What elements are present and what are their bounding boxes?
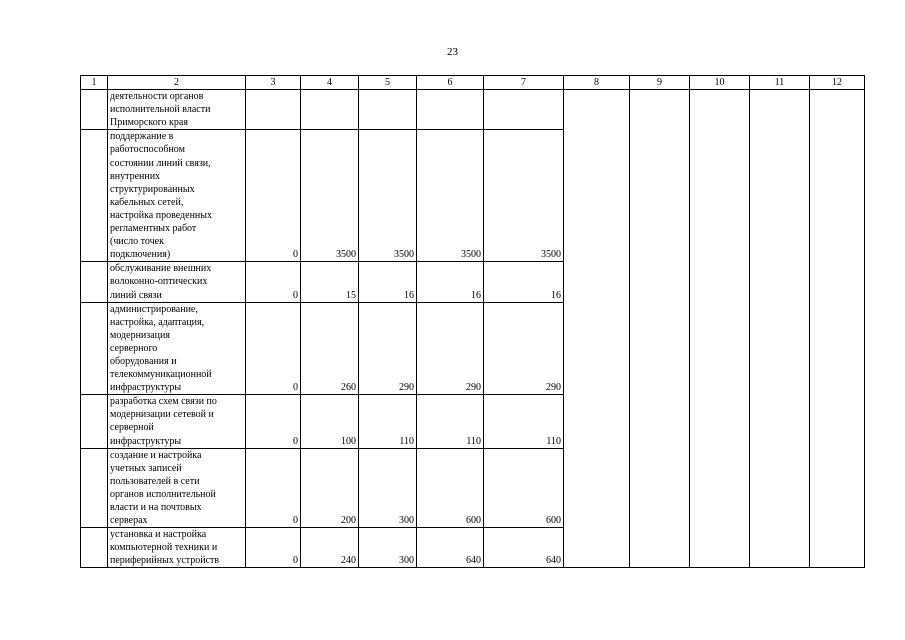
row-number-cell bbox=[81, 262, 108, 302]
description-cell bbox=[108, 90, 246, 130]
description-line: периферийных устройств bbox=[110, 555, 220, 567]
description-line: волоконно-оптических bbox=[110, 276, 208, 288]
column-header: 2 bbox=[108, 76, 246, 90]
value-cell-c4 bbox=[301, 90, 359, 130]
column-header: 1 bbox=[81, 76, 108, 90]
value-cell-c7: 16 bbox=[484, 262, 564, 302]
column-header: 8 bbox=[564, 76, 630, 90]
row-number-cell bbox=[81, 130, 108, 262]
description-line: поддержание в bbox=[110, 131, 174, 143]
column-header: 11 bbox=[750, 76, 810, 90]
description-line: регламентных работ bbox=[110, 223, 197, 235]
description-cell bbox=[108, 395, 246, 448]
empty-cell-col-8 bbox=[564, 90, 630, 568]
header-row bbox=[81, 76, 865, 90]
value-cell-c6: 16 bbox=[417, 262, 484, 302]
description-line: структурированных bbox=[110, 183, 195, 195]
empty-cell-col-12 bbox=[810, 90, 865, 568]
column-header: 7 bbox=[484, 76, 564, 90]
description-line: органов исполнительной bbox=[110, 488, 216, 500]
column-header: 9 bbox=[630, 76, 690, 90]
description-cell bbox=[108, 448, 246, 528]
description-line: настройка проведенных bbox=[110, 209, 212, 221]
value-cell-c3: 0 bbox=[246, 130, 301, 262]
description-line: модернизация bbox=[110, 329, 170, 341]
value-cell-c3: 0 bbox=[246, 395, 301, 448]
description-cell bbox=[108, 130, 246, 262]
value-cell-c4: 260 bbox=[301, 302, 359, 395]
description-line: создание и настройка bbox=[110, 449, 202, 461]
value-cell-c5: 300 bbox=[359, 448, 417, 528]
description-line: линий связи bbox=[110, 289, 162, 301]
value-cell-c5: 16 bbox=[359, 262, 417, 302]
value-cell-c7: 290 bbox=[484, 302, 564, 395]
value-cell-c4: 3500 bbox=[301, 130, 359, 262]
description-line: кабельных сетей, bbox=[110, 196, 184, 208]
value-cell-c6: 600 bbox=[417, 448, 484, 528]
description-line: разработка схем связи по bbox=[110, 396, 217, 408]
value-cell-c4: 200 bbox=[301, 448, 359, 528]
value-cell-c6: 290 bbox=[417, 302, 484, 395]
description-line: обслуживание внешних bbox=[110, 263, 212, 275]
description-cell bbox=[108, 262, 246, 302]
value-cell-c5: 290 bbox=[359, 302, 417, 395]
column-header: 6 bbox=[417, 76, 484, 90]
value-cell-c5: 300 bbox=[359, 528, 417, 568]
value-cell-c7 bbox=[484, 90, 564, 130]
description-cell bbox=[108, 528, 246, 568]
row-number-cell bbox=[81, 90, 108, 130]
value-cell-c7: 3500 bbox=[484, 130, 564, 262]
description-line: оборудования и bbox=[110, 355, 177, 367]
value-cell-c5: 110 bbox=[359, 395, 417, 448]
description-line: настройка, адаптация, bbox=[110, 316, 205, 328]
description-line: установка и настройка bbox=[110, 529, 207, 541]
value-cell-c6 bbox=[417, 90, 484, 130]
description-line: власти и на почтовых bbox=[110, 502, 202, 513]
description-line: Приморского края bbox=[110, 117, 188, 129]
description-line: серверного bbox=[110, 342, 158, 354]
description-line: серверах bbox=[110, 515, 148, 527]
description-cell bbox=[108, 302, 246, 395]
value-cell-c5: 3500 bbox=[359, 130, 417, 262]
empty-cell-col-11 bbox=[750, 90, 810, 568]
value-cell-c3: 0 bbox=[246, 448, 301, 528]
description-line: пользователей в сети bbox=[110, 475, 200, 487]
value-cell-c6: 3500 bbox=[417, 130, 484, 262]
description-line: деятельности органов bbox=[110, 91, 204, 103]
description-line: подключения) bbox=[110, 249, 171, 261]
description-line: серверной bbox=[110, 422, 154, 434]
column-header: 10 bbox=[690, 76, 750, 90]
value-cell-c6: 640 bbox=[417, 528, 484, 568]
value-cell-c6: 110 bbox=[417, 395, 484, 448]
value-cell-c3 bbox=[246, 90, 301, 130]
description-line: состоянии линий связи, bbox=[110, 157, 211, 169]
value-cell-c5 bbox=[359, 90, 417, 130]
table-row bbox=[81, 90, 865, 130]
column-header: 5 bbox=[359, 76, 417, 90]
description-line: компьютерной техники и bbox=[110, 542, 218, 554]
value-cell-c3: 0 bbox=[246, 528, 301, 568]
description-line: инфраструктуры bbox=[110, 382, 182, 394]
value-cell-c3: 0 bbox=[246, 262, 301, 302]
value-cell-c7: 600 bbox=[484, 448, 564, 528]
description-line: телекоммуникационной bbox=[110, 369, 212, 381]
row-number-cell bbox=[81, 302, 108, 395]
description-line: администрирование, bbox=[110, 303, 198, 315]
description-line: учетных записей bbox=[110, 462, 182, 474]
description-line: (число точек bbox=[110, 236, 164, 248]
empty-cell-col-9 bbox=[630, 90, 690, 568]
data-table bbox=[80, 75, 865, 568]
description-line: внутренних bbox=[110, 170, 161, 182]
row-number-cell bbox=[81, 528, 108, 568]
value-cell-c7: 640 bbox=[484, 528, 564, 568]
value-cell-c7: 110 bbox=[484, 395, 564, 448]
empty-cell-col-10 bbox=[690, 90, 750, 568]
column-header: 4 bbox=[301, 76, 359, 90]
description-line: инфраструктуры bbox=[110, 435, 182, 447]
value-cell-c3: 0 bbox=[246, 302, 301, 395]
page-number: 23 bbox=[447, 46, 458, 58]
description-line: исполнительной власти bbox=[110, 104, 211, 116]
value-cell-c4: 15 bbox=[301, 262, 359, 302]
row-number-cell bbox=[81, 448, 108, 528]
value-cell-c4: 240 bbox=[301, 528, 359, 568]
description-line: работоспособном bbox=[110, 144, 185, 156]
value-cell-c4: 100 bbox=[301, 395, 359, 448]
column-header: 3 bbox=[246, 76, 301, 90]
row-number-cell bbox=[81, 395, 108, 448]
column-header: 12 bbox=[810, 76, 865, 90]
description-line: модернизации сетевой и bbox=[110, 409, 214, 421]
